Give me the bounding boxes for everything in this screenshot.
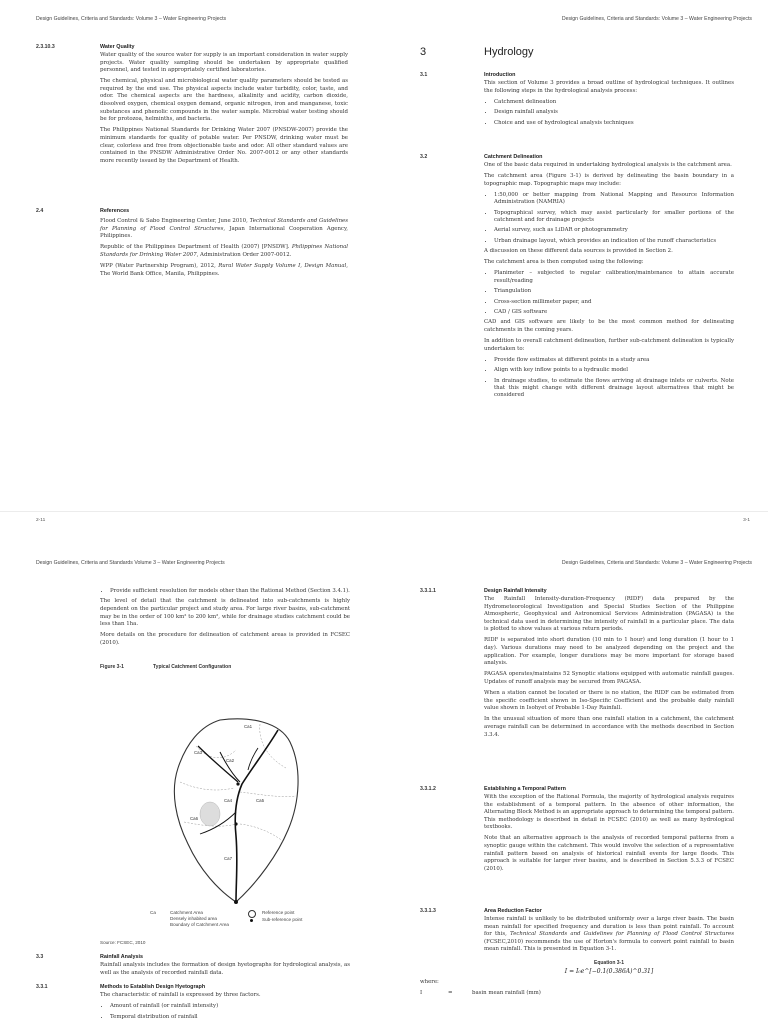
paragraph: Rainfall analysis includes the formation of design hyetographs for hydrological analysis, as well as the analysis of recorded rainfall data. bbox=[100, 962, 350, 976]
bullet-list bbox=[484, 99, 734, 127]
paragraph: Intense rainfall is unlikely to be distributed uniformly over a large river basin. The basin mean rainfall for specified frequency and duration is less than point rainfall. To account for this, Technical Standards and Guidelines for Planning of Flood Control Structures (FCSEC,2010) recommends the use of Horton's formula to convert point rainfall to basin mean rainfall. This is presented in Equation 3-1. bbox=[484, 916, 734, 953]
running-header: Design Guidelines, Criteria and Standards Volume 3 – Water Engineering Projects bbox=[36, 560, 225, 566]
paragraph: CAD and GIS software are likely to be the most common method for delineating catchments in the coming years. bbox=[484, 319, 734, 334]
running-header: Design Guidelines, Criteria and Standards: Volume 3 – Water Engineering Projects bbox=[561, 560, 752, 566]
paragraph: Water quality of the source water for supply is an important consideration in water supply projects. Water quality sampling should be undertaken by appropriate qualified personnel, and tested in appropriately certified laboratories. bbox=[100, 52, 348, 74]
tributary bbox=[220, 752, 240, 782]
variable-symbol: I bbox=[420, 990, 423, 997]
section-title: Area Reduction Factor bbox=[484, 908, 542, 914]
section-title: Rainfall Analysis bbox=[100, 954, 143, 960]
section-number: 3.3.1.3 bbox=[420, 908, 436, 914]
variable-description: basin mean rainfall (mm) bbox=[472, 990, 541, 997]
paragraph: The catchment area is then computed using the following: bbox=[484, 259, 644, 266]
paragraph: The catchment area (Figure 3-1) is derived by delineating the basin boundary in a topographic map. Topographic maps may include: bbox=[484, 173, 734, 187]
section-number: 3.3.1.2 bbox=[420, 786, 436, 792]
section-number: 3.2 bbox=[420, 154, 428, 160]
label-ca3: Ca3 bbox=[194, 750, 203, 755]
bullet-list bbox=[484, 357, 734, 400]
list-item: • Triangulation bbox=[494, 288, 734, 295]
paragraph: RIDF is separated into short duration (10 min to 1 hour) and long duration (1 hour to 1 day). Various durations may need to be analyzed depending on the project and the application. For example, longer durations may be more important for storage based analysis. bbox=[484, 637, 734, 667]
reference-point-icon bbox=[248, 910, 256, 918]
reference-point bbox=[234, 900, 238, 904]
list-item: • Cross-section millimeter paper, and bbox=[494, 299, 734, 306]
paragraph: A discussion on these different data sources is provided in Section 2. bbox=[484, 248, 673, 255]
paragraph: With the exception of the Rational Formula, the majority of hydrological analysis requires the establishment of a temporal pattern. In the absence of other information, the Alternating Block Method is an appropriate approach to determining the temporal pattern. This methodology is described in detail in FCSEC (2010) as well as many hydrological textbooks. bbox=[484, 794, 734, 831]
sub-reference-point bbox=[234, 822, 237, 825]
figure-source: Source: FCSEC, 2010 bbox=[100, 940, 146, 945]
main-river bbox=[235, 730, 278, 902]
page-number: 3-1 bbox=[743, 518, 750, 523]
list-item: • Provide flow estimates at different points in a study area bbox=[494, 357, 734, 364]
paragraph: The level of detail that the catchment is delineated into sub-catchments is highly dependent on the particular project and study area. For large river basins, sub-catchment may be in the order of 100 km² to 200 km², while for drainage studies catchment could be less than 1ha. bbox=[100, 598, 350, 628]
list-item: • Design rainfall analysis bbox=[494, 109, 734, 116]
paragraph: This section of Volume 3 provides a broad outline of hydrological techniques. It outlines the following steps in the hydrological analysis process: bbox=[484, 80, 734, 94]
bullet-list bbox=[100, 588, 350, 595]
section-title: Introduction bbox=[484, 72, 516, 78]
list-item: • Temporal distribution of rainfall bbox=[110, 1014, 350, 1021]
where-label: where: bbox=[420, 978, 439, 985]
equation: I = I₀e^[−0.1(0.386A)^0.31] bbox=[564, 967, 654, 975]
label-ca1: Ca1 bbox=[244, 724, 253, 729]
section-number: 2.4 bbox=[36, 208, 44, 214]
subcatchment-line bbox=[240, 792, 296, 797]
label-ca4: Ca4 bbox=[224, 798, 233, 803]
label-ca5: Ca5 bbox=[256, 798, 265, 803]
figure-label: Figure 3-1 bbox=[100, 664, 124, 671]
paragraph: One of the basic data required in undertaking hydrological analysis is the catchment area. bbox=[484, 162, 732, 168]
subcatchment-line bbox=[180, 782, 234, 790]
paragraph: Note that an alternative approach is the analysis of recorded temporal patterns from a synoptic gauge within the catchment. This would involve the selection of a representative rainfall pattern based on analysis of historical rainfall events for large floods. This approach is suitable for larger river basins, and is described in Section 5.3.3 of FCSEC (2010). bbox=[484, 835, 734, 872]
page-3-3 bbox=[384, 512, 768, 1024]
list-item: • Topographical survey, which may assist particularly for smaller portions of the catchment and for drainage projects bbox=[494, 210, 734, 225]
paragraph: In the unusual situation of more than one rainfall station in a catchment, the catchment average rainfall can be determined in accordance with the methods described in Section 3.3.4. bbox=[484, 716, 734, 738]
section-title: Water Quality bbox=[100, 44, 135, 50]
list-item: • Align with key inflow points to a hydraulic model bbox=[494, 367, 734, 374]
tributary bbox=[198, 746, 238, 782]
paragraph: More details on the procedure for delineation of catchment areas is provided in FCSEC (2010). bbox=[100, 632, 350, 646]
section-title: Design Rainfall Intensity bbox=[484, 588, 547, 594]
section-number: 3.3.1 bbox=[36, 984, 48, 990]
bullet-list bbox=[100, 1003, 350, 1021]
section-title: Methods to Establish Design Hyetograph bbox=[100, 984, 206, 990]
page-2-11 bbox=[0, 0, 384, 523]
section-title: Catchment Delineation bbox=[484, 154, 543, 160]
paragraph: When a station cannot be located or there is no station, the RIDF can be estimated from the specific coefficient shown in Iso-Specific Coefficient and the probable daily rainfall value shown in Isohyet of Probable 1-Day Rainfall. bbox=[484, 690, 734, 712]
running-header: Design Guidelines, Criteria and Standards: Volume 3 – Water Engineering Projects bbox=[36, 16, 227, 22]
section-title: References bbox=[100, 208, 130, 214]
legend-item: Sub-reference point bbox=[262, 917, 303, 922]
figure-legend bbox=[150, 910, 330, 932]
variable-definition bbox=[420, 990, 734, 998]
catchment-figure bbox=[140, 712, 330, 910]
list-item: • Amount of rainfall (or rainfall intensity) bbox=[110, 1003, 350, 1010]
list-item: • CAD / GIS software bbox=[494, 309, 734, 316]
sub-reference-point bbox=[236, 782, 239, 785]
label-ca6: Ca6 bbox=[190, 816, 199, 821]
list-item: • Aerial survey, such as LiDAR or photogrammetry bbox=[494, 227, 734, 234]
list-item: • 1:50,000 or better mapping from National Mapping and Resource Information Administration (NAMRIA) bbox=[494, 192, 734, 207]
densely-inhabited-area bbox=[200, 802, 220, 826]
list-item: • Choice and use of hydrological analysis techniques bbox=[494, 120, 734, 127]
section-number: 3.1 bbox=[420, 72, 428, 78]
figure-title: Typical Catchment Configuration bbox=[153, 664, 232, 671]
bullet-list bbox=[484, 192, 734, 245]
paragraph: In addition to overall catchment delineation, further sub-catchment delineation is typically undertaken to: bbox=[484, 338, 734, 352]
list-item: • Urban drainage layout, which provides an indication of the runoff characteristics bbox=[494, 238, 734, 245]
paragraph: The Philippines National Standards for Drinking Water 2007 (PNSDW-2007) provide the minimum standards for quality of potable water. Per PNSDW, drinking water must be clear, colorless and free from objectionable taste and odor. All other standard values are contained in the PNSDW Administrative Order No. 2007-0012 or any other standards more recently issued by the Department of Health. bbox=[100, 127, 348, 164]
reference-entry: WPP (Water Partnership Program), 2012, Rural Water Supply Volume I, Design Manual, The World Bank Office, Manila, Philippines. bbox=[100, 262, 348, 277]
section-number: 3.3.1.1 bbox=[420, 588, 436, 594]
label-ca2: Ca2 bbox=[226, 758, 235, 763]
section-number: 2.3.10.3 bbox=[36, 44, 55, 50]
list-item: • Catchment delineation bbox=[494, 99, 734, 106]
reference-entry: Flood Control & Sabo Engineering Center, June 2010, Technical Standards and Guidelines for Planning of Flood Control Structures, Japan International Cooperation Agency, Philippines. bbox=[100, 218, 349, 240]
page-number: 2-11 bbox=[36, 518, 46, 523]
page-3-2 bbox=[0, 512, 384, 1024]
equation-label: Equation 3-1 bbox=[593, 959, 624, 966]
bullet-list bbox=[484, 270, 734, 316]
legend-item: Boundary of Catchment Area bbox=[170, 922, 229, 927]
paragraph: The chemical, physical and microbiological water quality parameters should be tested as required by the end use. The physical aspects include water turbidity, color, taste, and odor. The chemical aspects are the hardness, alkalinity and acidity, carbon dioxide, dissolved oxygen, chemical oxygen demand, organic nitrogen, iron and manganese, toxic substances and phenolic compounds in the water sample. Microbial water testing should be for protozoa, helminths, and bacteria. bbox=[100, 78, 348, 123]
sub-reference-point-icon bbox=[250, 919, 253, 922]
legend-symbol-ca: Ca bbox=[150, 910, 156, 915]
paragraph: PAGASA operates/maintains 52 Synoptic stations equipped with automatic rainfall gauges. Updates of runoff analysis may be secured from PAGASA. bbox=[484, 671, 734, 685]
legend-item: Densely inhabited area bbox=[170, 916, 217, 921]
continued-text bbox=[100, 588, 350, 672]
list-item: • Planimeter – subjected to regular calibration/maintenance to attain accurate result/reading bbox=[494, 270, 734, 285]
subcatchment-line bbox=[260, 724, 286, 768]
list-item: • Provide sufficient resolution for models other than the Rational Method (Section 3.4.1). bbox=[110, 588, 350, 595]
paragraph: The Rainfall Intensity-duration-Frequency (RIDF) data prepared by the Hydrometeorological Investigation and Special Studies Section of the Philippine Atmospheric, Geophysical and Astronomical Services Administration (PAGASA) is the technical data used in determining the intensity of rainfall in a particular place. The data is plotted to show values at various return periods. bbox=[484, 596, 734, 633]
legend-item: Catchment Area bbox=[170, 910, 203, 915]
running-header: Design Guidelines, Criteria and Standards: Volume 3 – Water Engineering Projects bbox=[561, 16, 752, 22]
section-number: 3.3 bbox=[36, 954, 44, 960]
legend-item: Reference point bbox=[262, 910, 295, 915]
chapter-title: Hydrology bbox=[484, 46, 534, 58]
figure-caption bbox=[100, 653, 350, 672]
list-item: • In drainage studies, to estimate the flows arriving at drainage inlets or culverts. Note that this might change with different drainage layout alternatives that might be considered bbox=[494, 378, 734, 400]
page-3-1 bbox=[384, 0, 768, 523]
equals-sign: = bbox=[448, 990, 453, 997]
chapter-number: 3 bbox=[420, 46, 427, 58]
paragraph: The characteristic of rainfall is expressed by three factors. bbox=[100, 992, 261, 998]
subcatchment-line bbox=[240, 824, 284, 842]
label-ca7: Ca7 bbox=[224, 856, 233, 861]
section-title: Establishing a Temporal Pattern bbox=[484, 786, 566, 792]
reference-entry: Republic of the Philippines Department of Health (2007) [PNSDW]. Philippines National Standards for Drinking Water 2007, Administration Order 2007-0012. bbox=[100, 244, 349, 258]
